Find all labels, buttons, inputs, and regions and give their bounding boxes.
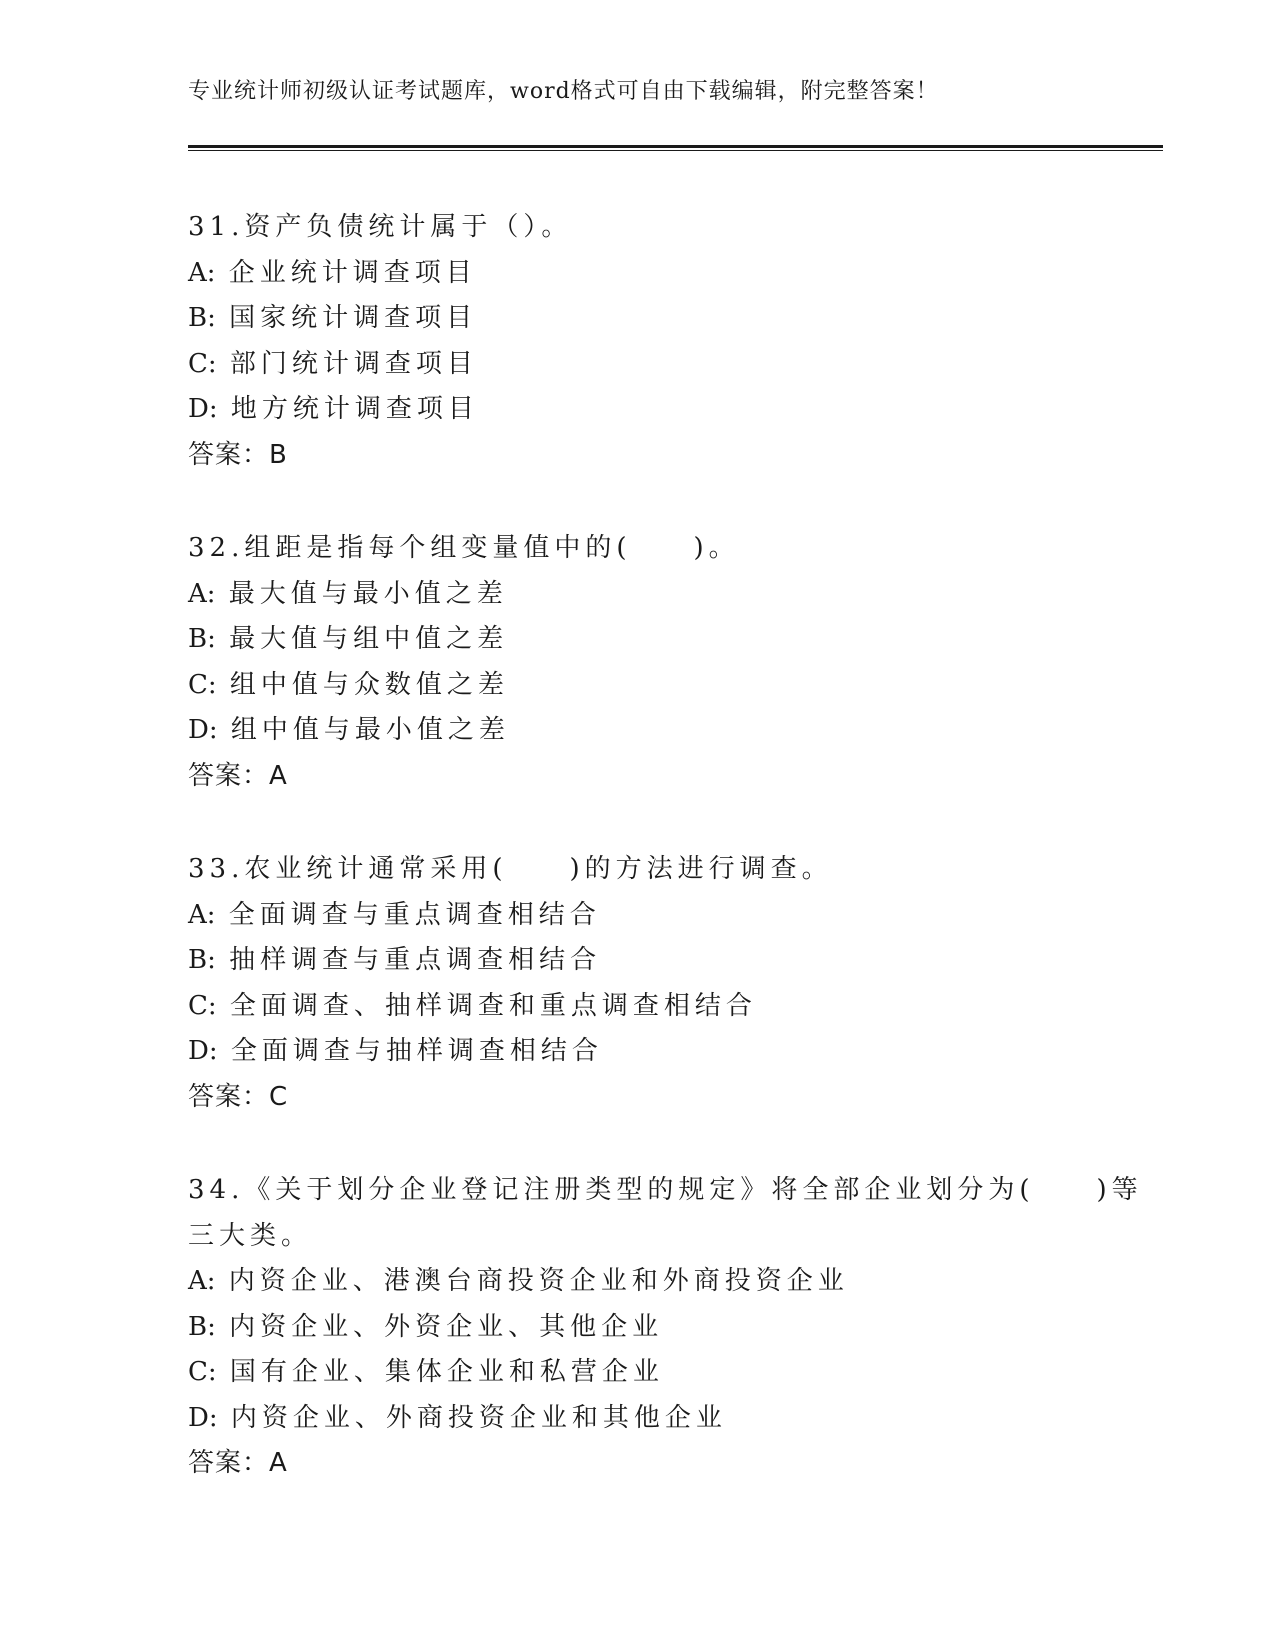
option-text: 全面调查、抽样调查和重点调查相结合	[216, 990, 757, 1021]
option-text: 抽样调查与重点调查相结合	[215, 945, 602, 975]
option-letter: A:	[188, 578, 216, 609]
option-b	[188, 1305, 1088, 1351]
option-text: 最大值与最小值之差	[215, 578, 508, 609]
question-stem: 33.农业统计通常采用( )的方法进行调查。	[188, 854, 833, 884]
option-text: 企业统计调查项目	[215, 257, 477, 288]
question-34	[188, 1168, 1143, 1487]
answer-label: 答案：B	[188, 439, 288, 470]
option-letter: A:	[188, 1266, 216, 1296]
question-31	[188, 205, 1088, 478]
option-text: 内资企业、外商投资企业和其他企业	[217, 1402, 727, 1433]
option-a	[188, 572, 1088, 618]
answer-label: 答案：A	[188, 1448, 288, 1478]
option-a	[188, 893, 1088, 939]
option-text: 国家统计调查项目	[215, 303, 478, 333]
option-c	[188, 663, 1088, 709]
option-a	[188, 1259, 1088, 1305]
option-c	[188, 984, 1088, 1030]
option-text: 部门统计调查项目	[216, 348, 478, 379]
option-d	[188, 1029, 1088, 1075]
option-letter: C:	[188, 990, 217, 1021]
answer-label: 答案：C	[188, 1081, 289, 1112]
option-letter: C:	[188, 348, 217, 379]
option-text: 内资企业、港澳台商投资企业和外商投资企业	[215, 1266, 849, 1296]
option-b	[188, 296, 1088, 342]
option-text: 最大值与组中值之差	[215, 624, 509, 654]
question-stem-continued: 三大类。	[188, 1220, 313, 1251]
option-letter: C:	[188, 1357, 217, 1387]
option-c	[188, 342, 1088, 388]
option-letter: B:	[188, 1311, 216, 1342]
question-32	[188, 526, 1088, 799]
option-letter: C:	[188, 669, 217, 700]
answer-label: 答案：A	[188, 760, 288, 791]
option-letter: A:	[188, 899, 216, 930]
question-stem: 34.《关于划分企业登记注册类型的规定》将全部企业划分为( )等	[188, 1175, 1143, 1205]
option-letter: B:	[188, 624, 216, 654]
option-letter: A:	[188, 257, 216, 288]
option-b	[188, 938, 1088, 984]
option-text: 内资企业、外资企业、其他企业	[215, 1311, 664, 1342]
question-list	[188, 205, 1143, 1535]
option-text: 全面调查与重点调查相结合	[215, 899, 601, 930]
option-d	[188, 708, 1088, 754]
option-letter: B:	[188, 945, 216, 975]
option-letter: D:	[188, 394, 218, 424]
option-d	[188, 387, 1088, 433]
option-letter: D:	[188, 715, 218, 745]
question-33	[188, 847, 1088, 1120]
option-letter: D:	[188, 1036, 218, 1066]
option-d	[188, 1396, 1088, 1442]
question-stem: 31.资产负债统计属于（）。	[188, 212, 573, 242]
page-header: 专业统计师初级认证考试题库，word格式可自由下载编辑，附完整答案！	[188, 79, 939, 104]
option-letter: D:	[188, 1402, 218, 1433]
option-text: 国有企业、集体企业和私营企业	[216, 1357, 664, 1387]
header-rule-thin	[188, 150, 1163, 151]
header-rule-thick	[188, 145, 1163, 148]
question-stem: 32.组距是指每个组变量值中的( )。	[188, 533, 740, 563]
option-letter: B:	[188, 303, 216, 333]
option-text: 地方统计调查项目	[217, 394, 479, 424]
option-b	[188, 617, 1088, 663]
option-a	[188, 251, 1088, 297]
option-text: 全面调查与抽样调查相结合	[217, 1036, 603, 1066]
option-c	[188, 1350, 1088, 1396]
option-text: 组中值与众数值之差	[216, 669, 509, 700]
option-text: 组中值与最小值之差	[217, 715, 510, 745]
